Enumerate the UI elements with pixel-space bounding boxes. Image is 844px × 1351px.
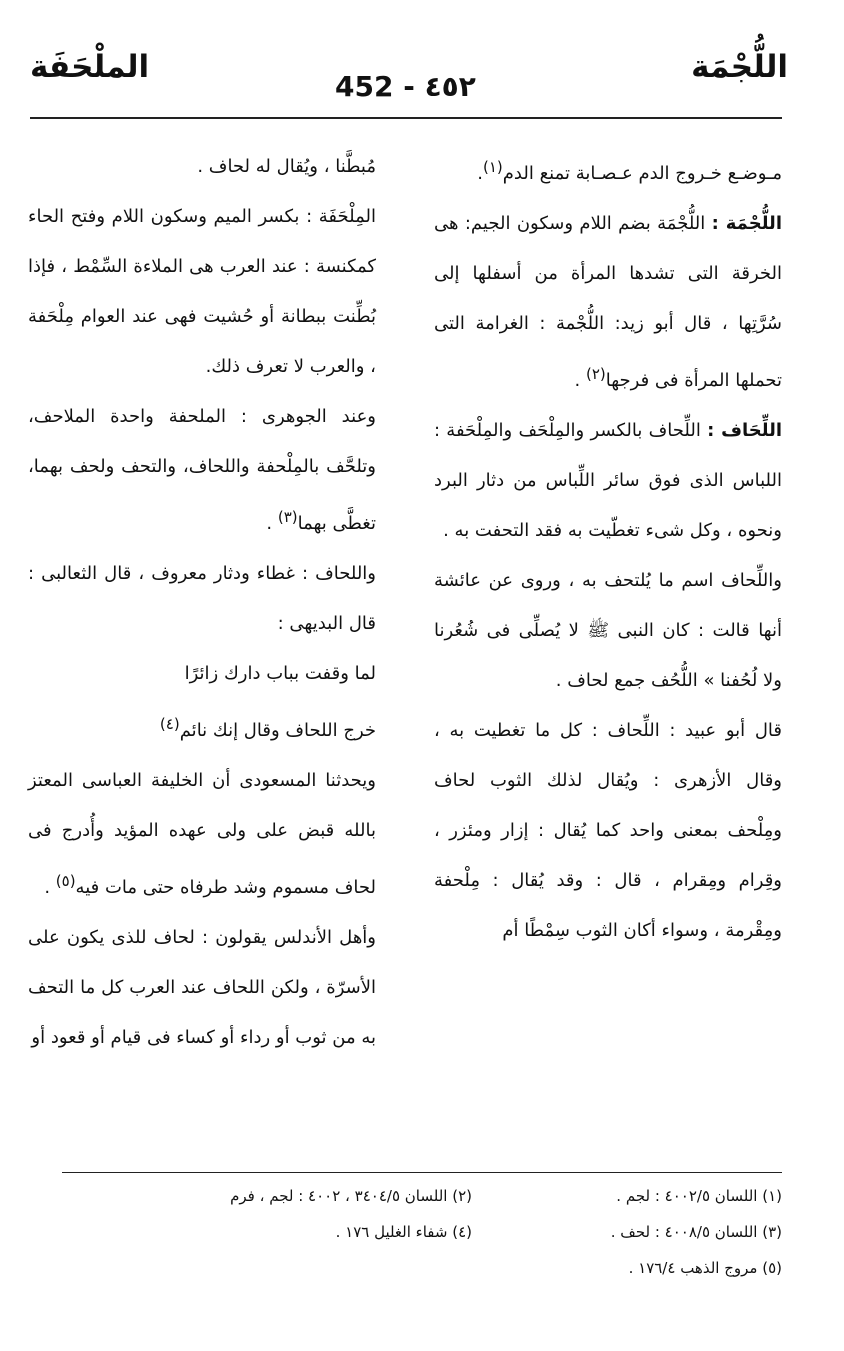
footnote-2: (٢) اللسان ٣٤٠٤/٥ ، ٤٠٠٢ : لجم ، فرم <box>230 1187 472 1205</box>
verse-line: لما وقفت بباب دارك زائرًا <box>184 663 376 684</box>
footnote-3: (٣) اللسان ٤٠٠٨/٥ : لحف . <box>610 1223 782 1241</box>
left-column <box>28 142 376 1063</box>
paragraph: وأهل الأندلس يقولون : لحاف للذى يكون على الأسرّة ، ولكن اللحاف عند العرب كل ما التحف به من ثوب أو رداء أو كساء فى قيام أو قعود أو <box>28 927 376 1048</box>
header-entry-left: الملْحَفَة <box>30 49 150 85</box>
footnote-ref: (١) <box>482 158 503 176</box>
paragraph: المِلْحَفَة : بكسر الميم وسكون اللام وفتح الحاء كمكنسة : عند العرب هى الملاءة السِّمْط ، فإذا بُطِّنت ببطانة أو حُشيت فهى عند العوام مِلْحَفة ، والعرب لا تعرف ذلك. <box>28 206 376 377</box>
right-column <box>434 142 782 956</box>
footnote-ref: (٤) <box>159 715 180 733</box>
paragraph: ويحدثنا المسعودى أن الخليفة العباسى المعتز بالله قبض على ولى عهده المؤيد وأُدرج فى لحاف مسموم وشد طرفاه حتى مات فيه$^{(٥)}$ . <box>28 770 376 898</box>
entry-lihaf: اللِّحَاف : اللِّحاف بالكسر والمِلْحَف والمِلْحَفة : اللباس الذى فوق سائر اللِّباس من دثار البرد ونحوه ، وكل شىء تغطّيت به فقد التحفت به . <box>434 420 782 541</box>
paragraph: مـوضـع خـروج الدم عـصـابة تمنع الدم$^{(١)}$. <box>477 158 782 184</box>
header-entry-right: اللُّجْمَة <box>691 49 788 85</box>
footnote-1: (١) اللسان ٤٠٠٢/٥ : لجم . <box>616 1187 782 1205</box>
header-rule <box>30 117 782 119</box>
verse-line: خرج اللحاف وقال إنك نائم$^{(٤)}$ <box>159 715 376 741</box>
paragraph: وعند الجوهرى : الملحفة واحدة الملاحف، وتلحَّف بالمِلْحفة واللحاف، والتحف ولحف بهما، تغطَّى بهما$^{(٣)}$ . <box>28 406 376 534</box>
footnote-5: (٥) مروج الذهب ١٧٦/٤ . <box>628 1259 782 1277</box>
paragraph: واللحاف : غطاء ودثار معروف ، قال الثعالبى : قال البديهى : <box>28 563 376 634</box>
page-number: 452 - ٤٥٢ <box>335 70 476 103</box>
footnote-ref: (٢) <box>585 365 606 383</box>
paragraph: قال أبو عبيد : اللِّحاف : كل ما تغطيت به ، وقال الأزهرى : ويُقال لذلك الثوب لحاف ومِلْحف بمعنى واحد كما يُقال : إزار ومئزر ، وقِرام ومِقرام ، قال : وقد يُقال : مِلْحفة ومِقْرمة ، وسواء أكان الثوب سِمْطًا أم <box>434 720 782 941</box>
paragraph: واللِّحاف اسم ما يُلتحف به ، وروى عن عائشة أنها قالت : كان النبى ﷺ لا يُصلِّى فى شُعُرنا ولا لُحُفنا » اللُّحُف جمع لحاف . <box>434 570 782 691</box>
footnote-ref: (٥) <box>55 872 76 890</box>
headword: اللِّحَاف : <box>707 420 782 441</box>
footnote-4: (٤) شفاء الغليل ١٧٦ . <box>335 1223 472 1241</box>
entry-lujma: اللُّجْمَة : اللُّجْمَة بضم اللام وسكون الجيم: هى الخرقة التى تشدها المرأة من أسفلها إلى سُرَّتِها ، قال أبو زيد: اللُّجْمة : الغرامة التى تحملها المرأة فى فرجها$^{(٢)}$ . <box>434 213 782 391</box>
footnotes-rule <box>62 1172 782 1173</box>
footnote-ref: (٣) <box>277 508 298 526</box>
paragraph: مُبطَّنا ، ويُقال له لحاف . <box>197 156 376 177</box>
headword: اللُّجْمَة : <box>711 213 782 234</box>
